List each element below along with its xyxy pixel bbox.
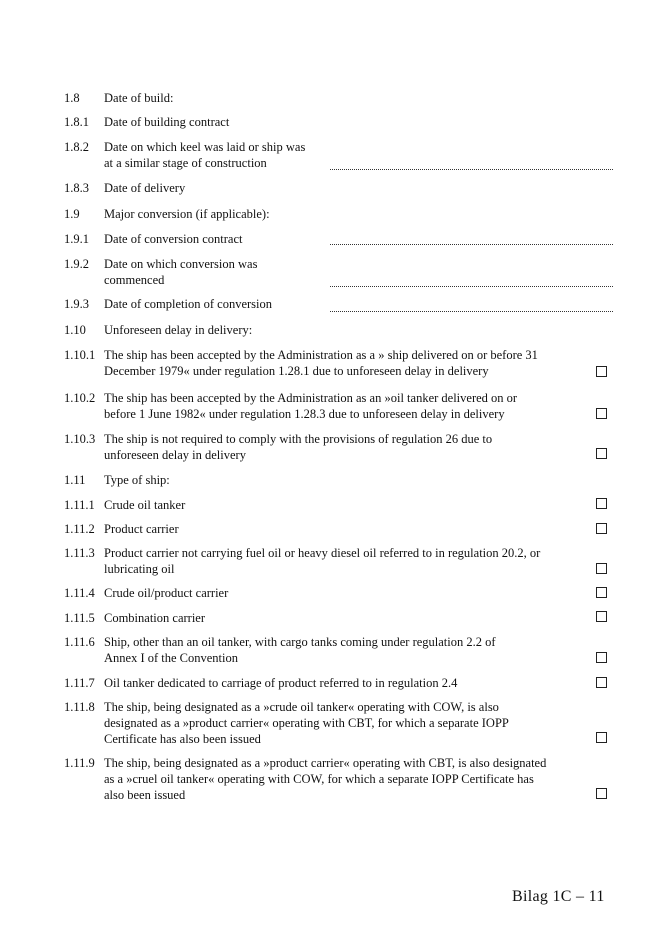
checkbox[interactable] (596, 523, 607, 534)
checkbox[interactable] (596, 652, 607, 663)
item-label: The ship has been accepted by the Administration as an »oil tanker delivered on or before 1 June 1982« under regulation 1.28.3 due to unforeseen delay in delivery (104, 391, 518, 421)
item-label: The ship, being designated as a »product carrier« operating with CBT, is also designated as a »cruel oil tanker« operating with COW, for which a separate IOPP Certificate has also been issued (104, 756, 547, 802)
item-number: 1.9 (64, 207, 80, 221)
item-label: The ship, being designated as a »crude oil tanker« operating with COW, is also designated as a »product carrier« operating with CBT, for which a separate IOPP Certificate has also been issued (104, 700, 509, 746)
item-number: 1.8.3 (64, 181, 89, 195)
checkbox[interactable] (596, 563, 607, 574)
item-number: 1.9.3 (64, 297, 89, 311)
item-label: Ship, other than an oil tanker, with cargo tanks coming under regulation 2.2 of Annex I of the Convention (104, 635, 496, 665)
item-number: 1.11.7 (64, 676, 95, 690)
item-number: 1.11.6 (64, 635, 95, 649)
item-number: 1.8.2 (64, 140, 89, 154)
item-label: The ship is not required to comply with the provisions of regulation 26 due to unforeseen delay in delivery (104, 432, 493, 462)
item-number: 1.10.2 (64, 391, 96, 405)
item-number: 1.10.1 (64, 348, 96, 362)
item-label: Unforeseen delay in delivery: (104, 323, 253, 337)
item-label: Crude oil tanker (104, 498, 186, 512)
item-label: Date of build: (104, 91, 174, 105)
item-label: Date on which keel was laid or ship was at a similar stage of construction (104, 140, 306, 170)
item-label: Type of ship: (104, 473, 170, 487)
checkbox[interactable] (596, 498, 607, 509)
conversion-contract-date-field[interactable] (330, 244, 613, 245)
checkbox[interactable] (596, 587, 607, 598)
checkbox[interactable] (596, 611, 607, 622)
conversion-commenced-date-field[interactable] (330, 286, 613, 287)
date-keel-laid-field[interactable] (330, 169, 613, 170)
item-label: Crude oil/product carrier (104, 586, 229, 600)
item-number: 1.11.2 (64, 522, 95, 536)
item-label: Date of building contract (104, 115, 230, 129)
item-label: Date of conversion contract (104, 232, 243, 246)
item-number: 1.11.5 (64, 611, 95, 625)
item-number: 1.11.9 (64, 756, 95, 770)
item-label: Oil tanker dedicated to carriage of product referred to in regulation 2.4 (104, 676, 458, 690)
item-label: The ship has been accepted by the Administration as a » ship delivered on or before 31 December 1979« under regulation 1.28.1 due to unforeseen delay in delivery (104, 348, 538, 378)
item-number: 1.10 (64, 323, 86, 337)
conversion-completion-date-field[interactable] (330, 311, 613, 312)
checkbox[interactable] (596, 366, 607, 377)
item-number: 1.11.1 (64, 498, 95, 512)
item-label: Combination carrier (104, 611, 206, 625)
checkbox[interactable] (596, 408, 607, 419)
item-number: 1.11 (64, 473, 86, 487)
checkbox[interactable] (596, 732, 607, 743)
item-number: 1.9.1 (64, 232, 89, 246)
item-label: Date of delivery (104, 181, 186, 195)
item-number: 1.11.8 (64, 700, 95, 714)
item-label: Major conversion (if applicable): (104, 207, 270, 221)
item-label: Product carrier (104, 522, 179, 536)
item-label: Product carrier not carrying fuel oil or heavy diesel oil referred to in regulation 20.2, or lubricating oil (104, 546, 541, 576)
checkbox[interactable] (596, 448, 607, 459)
checkbox[interactable] (596, 788, 607, 799)
item-number: 1.11.3 (64, 546, 95, 560)
item-number: 1.8 (64, 91, 80, 105)
item-number: 1.10.3 (64, 432, 96, 446)
item-number: 1.8.1 (64, 115, 89, 129)
page-footer: Bilag 1C – 11 (512, 888, 605, 905)
item-label: Date on which conversion was commenced (104, 257, 258, 287)
checkbox[interactable] (596, 677, 607, 688)
item-number: 1.9.2 (64, 257, 89, 271)
item-label: Date of completion of conversion (104, 297, 273, 311)
item-number: 1.11.4 (64, 586, 95, 600)
